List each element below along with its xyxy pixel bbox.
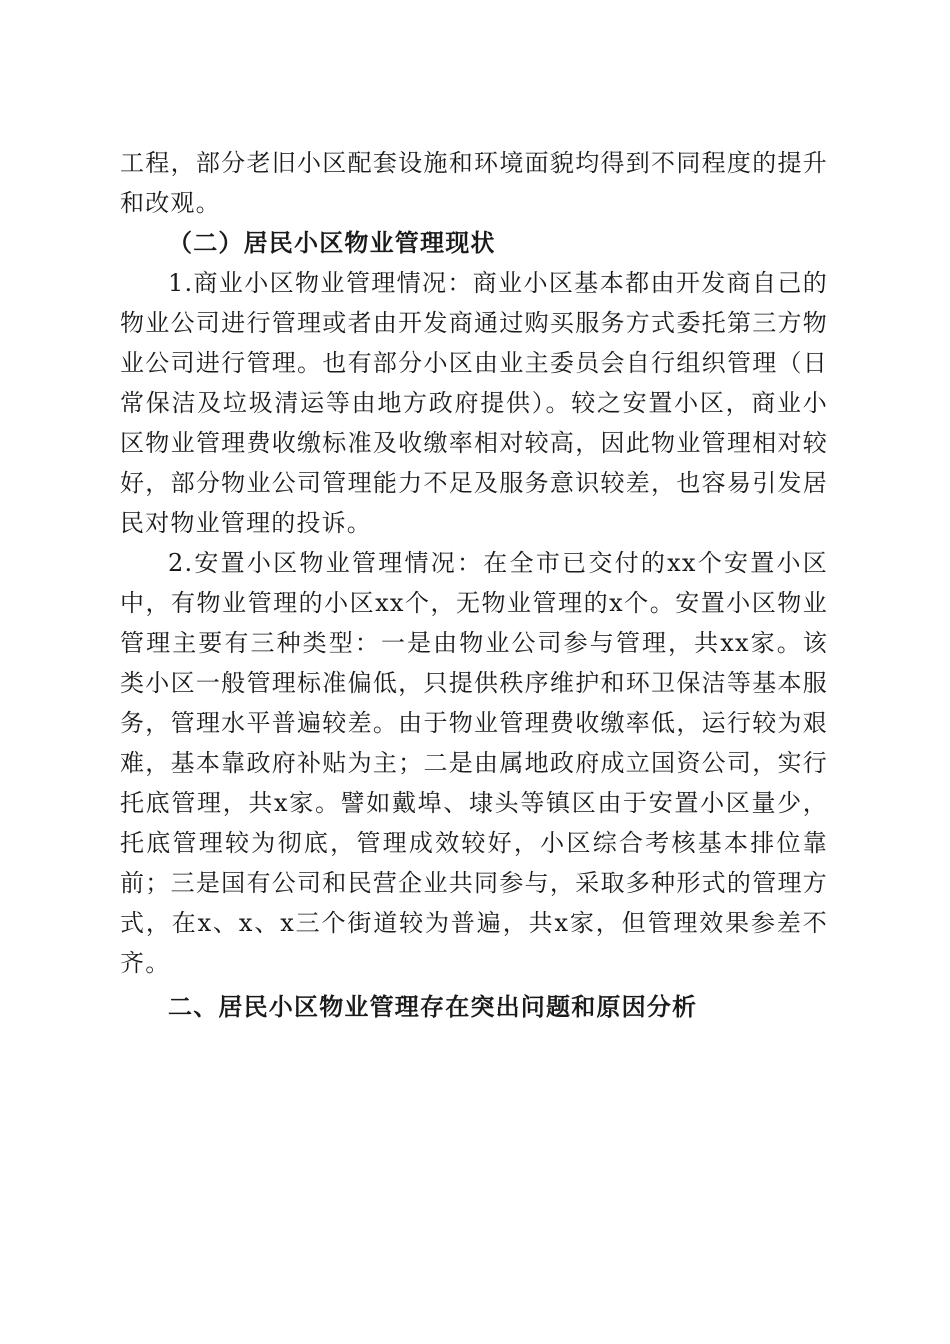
document-body xyxy=(120,143,828,1027)
section-subheading: （二）居民小区物业管理现状 xyxy=(168,229,496,257)
resettlement-community-paragraph: 2.安置小区物业管理情况：在全市已交付的xx个安置小区中，有物业管理的小区xx个，无物业管理的x个。安置小区物业管理主要有三种类型：一是由物业公司参与管理，共xx家。该类小区一般管理标准偏低，只提供秩序维护和环卫保洁等基本服务，管理水平普遍较差。由于物业管理费收缴率低，运行较为艰难，基本靠政府补贴为主；二是由属地政府成立国资公司，实行托底管理，共x家。譬如戴埠、埭头等镇区由于安置小区量少，托底管理较为彻底，管理成效较好，小区综合考核基本排位靠前；三是国有公司和民营企业共同参与，采取多种形式的管理方式，在x、x、x三个街道较为普遍，共x家，但管理效果参差不齐。 xyxy=(120,549,828,977)
commercial-community-paragraph: 1.商业小区物业管理情况：商业小区基本都由开发商自己的物业公司进行管理或者由开发商通过购买服务方式委托第三方物业公司进行管理。也有部分小区由业主委员会自行组织管理（日常保洁及垃圾清运等由地方政府提供）。较之安置小区，商业小区物业管理费收缴标准及收缴率相对较高，因此物业管理相对较好，部分物业公司管理能力不足及服务意识较差，也容易引发居民对物业管理的投诉。 xyxy=(120,269,828,537)
continuation-paragraph: 工程，部分老旧小区配套设施和环境面貌均得到不同程度的提升和改观。 xyxy=(120,149,828,217)
section-heading: 二、居民小区物业管理存在突出问题和原因分析 xyxy=(168,993,698,1021)
